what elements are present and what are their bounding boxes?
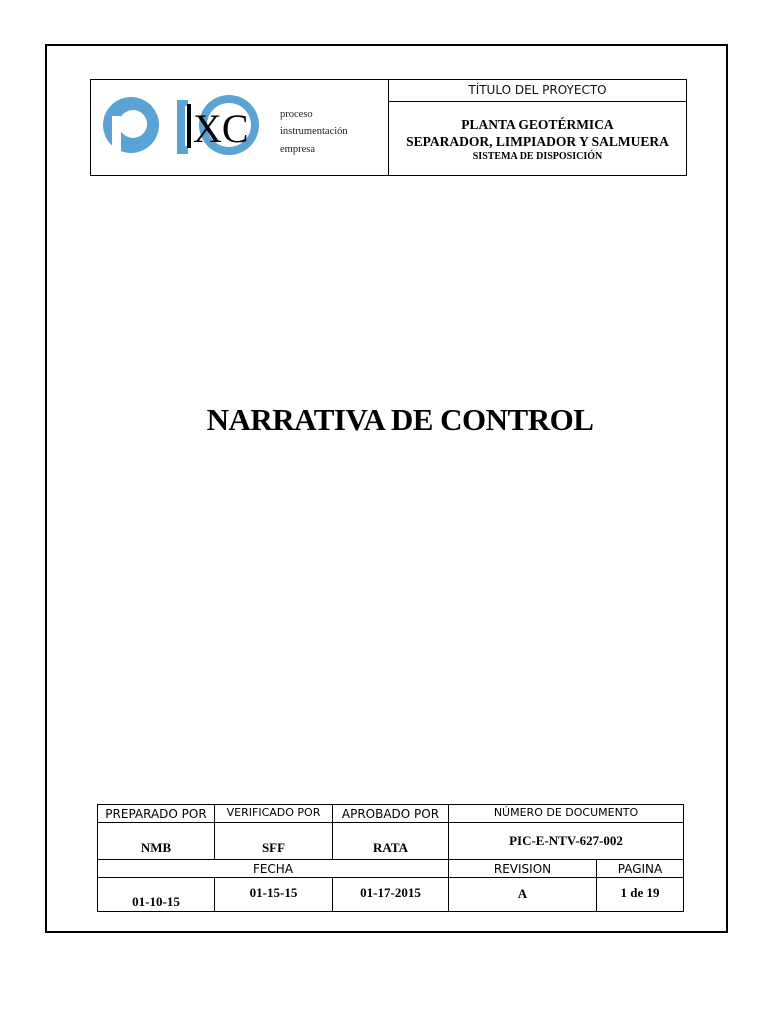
date-prepared: 01-10-15 bbox=[97, 877, 215, 912]
logo-cell bbox=[91, 80, 389, 175]
document-title: NARRATIVA DE CONTROL bbox=[206, 402, 594, 437]
logo-word-proceso: proceso bbox=[280, 109, 313, 120]
date-label: FECHA bbox=[97, 859, 449, 878]
prepared-value: NMB bbox=[97, 822, 215, 860]
date-approved: 01-17-2015 bbox=[332, 877, 449, 912]
title-block-table bbox=[97, 804, 684, 912]
revision-label: REVISION bbox=[448, 859, 597, 878]
prepared-label: PREPARADO POR bbox=[97, 804, 215, 823]
project-label: TÍTULO DEL PROYECTO bbox=[389, 80, 686, 102]
page-label: PAGINA bbox=[596, 859, 684, 878]
approved-value: RATA bbox=[332, 822, 449, 860]
approved-label: APROBADO POR bbox=[332, 804, 449, 823]
project-line-3: SISTEMA DE DISPOSICIÓN bbox=[472, 151, 603, 162]
verified-label: VERIFICADO POR bbox=[214, 804, 333, 823]
logo-word-empresa: empresa bbox=[280, 144, 315, 155]
company-logo bbox=[99, 94, 279, 160]
docnum-value: PIC-E-NTV-627-002 bbox=[448, 822, 684, 860]
project-cell bbox=[389, 80, 686, 175]
verified-value: SFF bbox=[214, 822, 333, 860]
revision-value: A bbox=[448, 877, 597, 912]
project-line-1: PLANTA GEOTÉRMICA bbox=[461, 117, 614, 132]
logo-word-instrumentacion: instrumentación bbox=[280, 126, 348, 137]
page-frame bbox=[45, 44, 728, 933]
page-value: 1 de 19 bbox=[596, 877, 684, 912]
project-line-2: SEPARADOR, LIMPIADOR Y SALMUERA bbox=[406, 134, 669, 149]
docnum-label: NÚMERO DE DOCUMENTO bbox=[448, 804, 684, 823]
logo-text: XC bbox=[193, 106, 249, 151]
header-block bbox=[90, 79, 687, 176]
date-verified: 01-15-15 bbox=[214, 877, 333, 912]
